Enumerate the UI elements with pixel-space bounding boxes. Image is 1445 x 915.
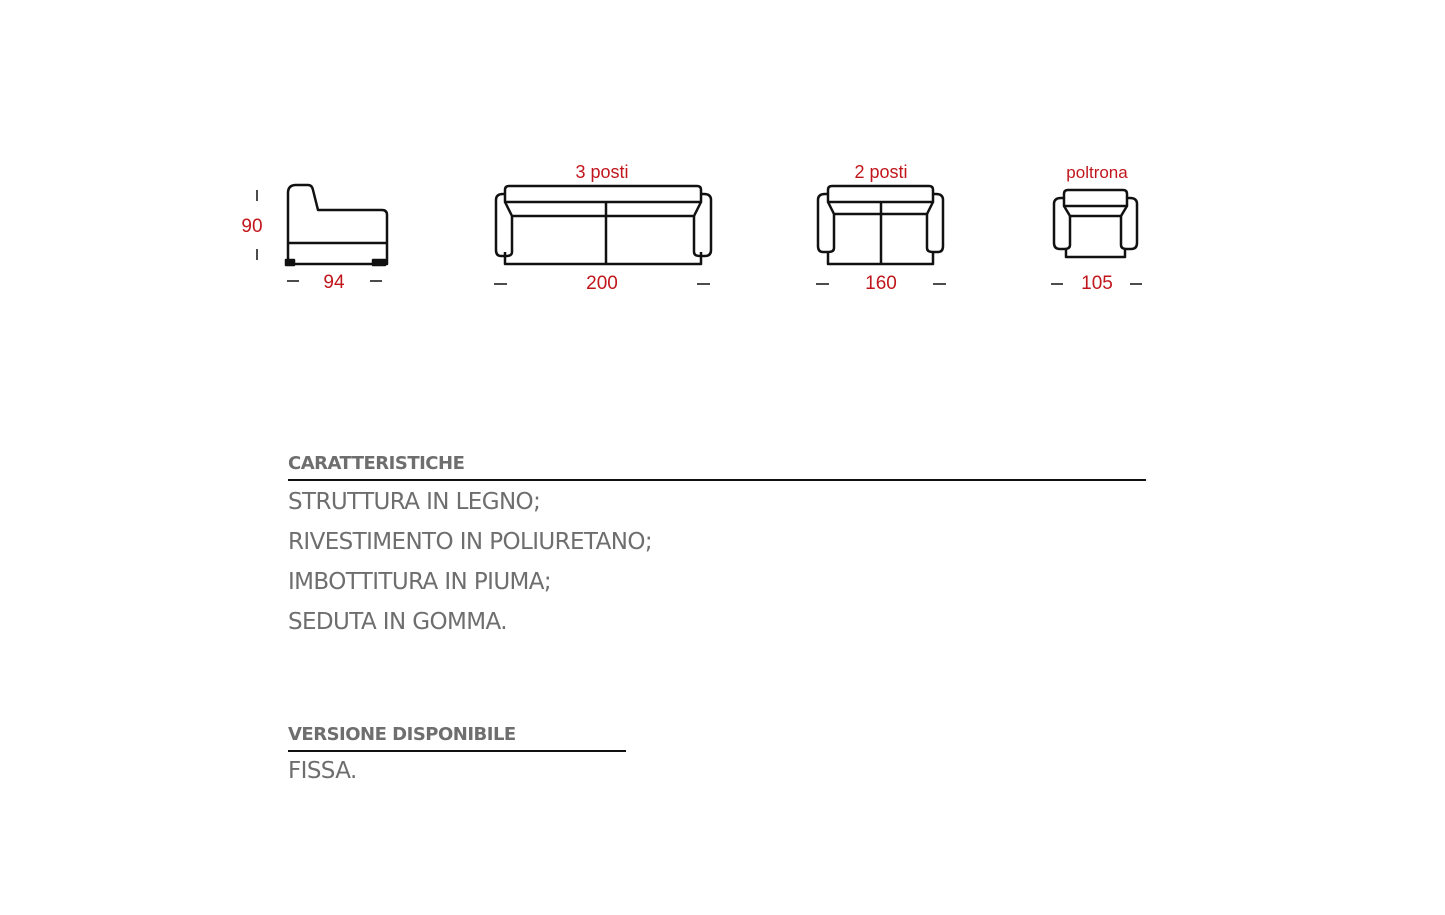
armchair-drawing <box>1054 190 1137 257</box>
features-heading: CARATTERISTICHE <box>288 453 465 474</box>
three-seater-label: 3 posti <box>575 162 629 182</box>
two-seater-drawing <box>818 186 943 264</box>
version-value: FISSA. <box>288 758 357 784</box>
feature-item: RIVESTIMENTO IN POLIURETANO; <box>288 529 652 555</box>
armchair-width: 105 <box>1081 273 1113 294</box>
feature-item: STRUTTURA IN LEGNO; <box>288 489 541 515</box>
version-heading: VERSIONE DISPONIBILE <box>288 724 516 745</box>
armchair-label: poltrona <box>1066 163 1128 182</box>
feature-item: IMBOTTITURA IN PIUMA; <box>288 569 552 595</box>
product-drawings <box>0 0 1445 330</box>
features-list <box>288 485 652 645</box>
height-value: 90 <box>241 216 263 237</box>
feature-item: SEDUTA IN GOMMA. <box>288 609 507 635</box>
two-seater-label: 2 posti <box>854 162 908 182</box>
version-divider <box>288 750 626 752</box>
three-seater-width: 200 <box>586 273 618 294</box>
two-seater-width: 160 <box>865 273 897 294</box>
side-view-drawing <box>286 185 387 265</box>
features-divider <box>288 479 1146 481</box>
three-seater-drawing <box>496 186 711 264</box>
depth-value: 94 <box>323 272 345 293</box>
